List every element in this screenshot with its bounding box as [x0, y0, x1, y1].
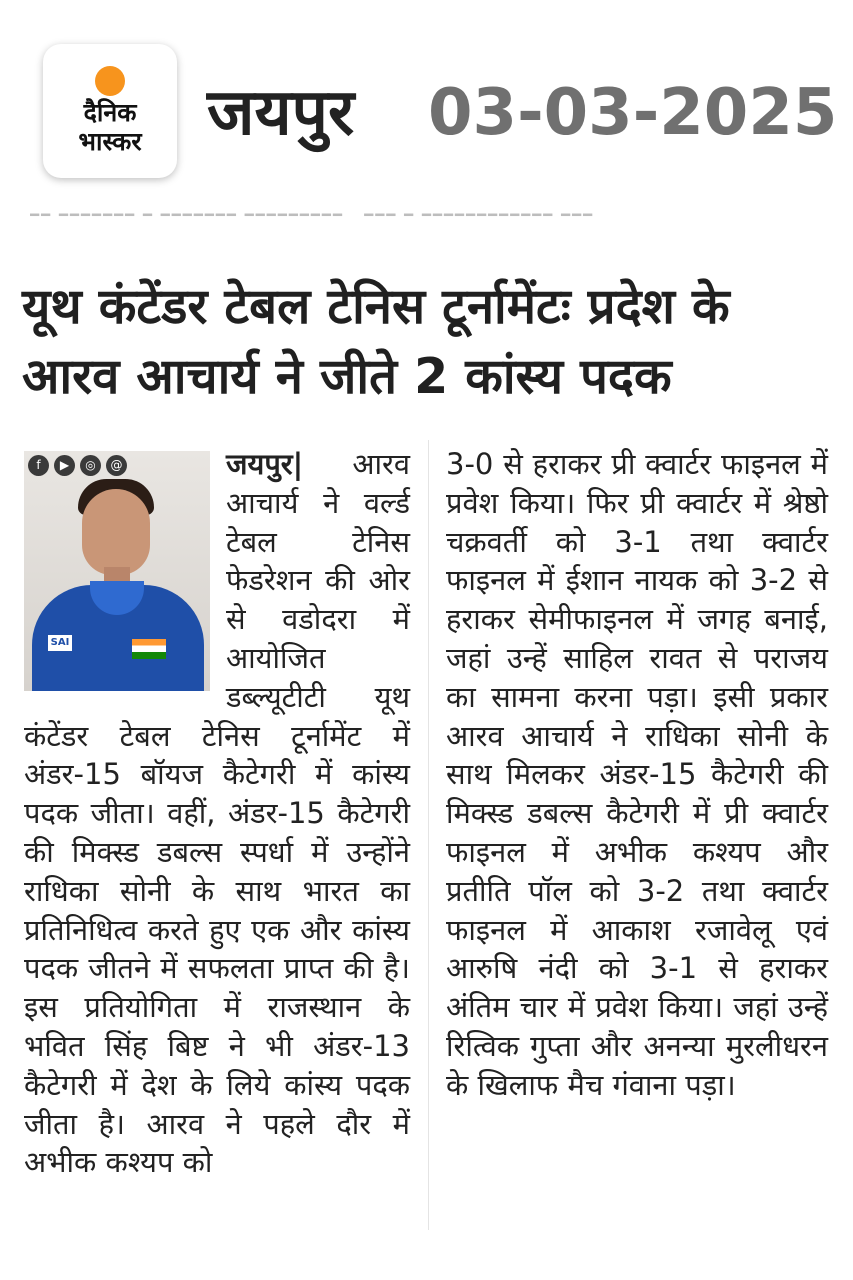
- article-text-1: आरव आचार्य ने वर्ल्ड टेबल टेनिस फेडरेशन की ओर से वडोदरा में आयोजित डब्ल्यूटीटी यूथ कंटेंडर टेबल टेनिस टूर्नामेंट में अंडर-15 बॉयज कैटेगरी में कांस्य पदक जीता। वहीं, अंडर-15 कैटेगरी की मिक्स्ड डबल्स स्पर्धा में उन्होंने राधिका सोनी के साथ भारत का प्रतिनिधित्व करते हुए एक और कांस्य पदक जीतने में सफलता प्राप्त की है। इस प्रतियोगिता में राजस्थान के भवित सिंह बिष्ट ने भी अंडर-13 कैटेगरी में देश के लिये कांस्य पदक जीता है। आरव ने पहले दौर में अभीक कश्यप को: [24, 447, 410, 1180]
- dateline: जयपुर|: [226, 447, 304, 481]
- youtube-icon: ▶: [54, 455, 75, 476]
- article-column-1: [24, 445, 410, 1182]
- edition-date: 03-03-2025: [428, 76, 838, 150]
- edition-city: जयपुर: [207, 76, 355, 150]
- article-column-2: [446, 445, 828, 1105]
- logo-line-1: दैनिक: [83, 98, 137, 127]
- headline: यूथ कंटेंडर टेबल टेनिस टूर्नामेंटः प्रदेश के आरव आचार्य ने जीते 2 कांस्य पदक: [22, 278, 730, 405]
- newspaper-logo: [43, 44, 177, 178]
- player-photo: [24, 451, 210, 691]
- facebook-icon: f: [28, 455, 49, 476]
- threads-icon: @: [106, 455, 127, 476]
- flag-icon: [132, 639, 166, 659]
- jacket-badge: SAI: [48, 635, 72, 651]
- logo-line-2: भास्कर: [78, 127, 142, 156]
- article-text-2: 3-0 से हराकर प्री क्वार्टर फाइनल में प्रवेश किया। फिर प्री क्वार्टर में श्रेष्ठो चक्रवर्ती को 3-1 तथा क्वार्टर फाइनल में ईशान नायक को 3-2 से हराकर सेमीफाइनल में जगह बनाई, जहां उन्हें साहिल रावत से पराजय का सामना करना पड़ा। इसी प्रकार आरव आचार्य ने राधिका सोनी के साथ मिलकर अंडर-15 कैटेगरी की मिक्स्ड डबल्स कैटेगरी में प्री क्वार्टर फाइनल में अभीक कश्यप और प्रतीति पॉल को 3-2 तथा क्वार्टर फाइनल में आकाश रजावेलू एवं आरुषि नंदी को 3-1 से हराकर अंतिम चार में प्रवेश किया। जहां उन्हें रित्विक गुप्ता और अनन्या मुरलीधरन के खिलाफ मैच गंवाना पड़ा।: [446, 447, 828, 1102]
- sun-icon: [95, 66, 125, 96]
- cropped-text-row: ━━ ━━━━━━━ ━ ━━━━━━━ ━━━━━━━━━ ━━━ ━ ━━━━━━━━━━━━ ━━━: [30, 206, 595, 224]
- column-divider: [428, 440, 429, 1230]
- social-icons: [28, 455, 127, 476]
- instagram-icon: ◎: [80, 455, 101, 476]
